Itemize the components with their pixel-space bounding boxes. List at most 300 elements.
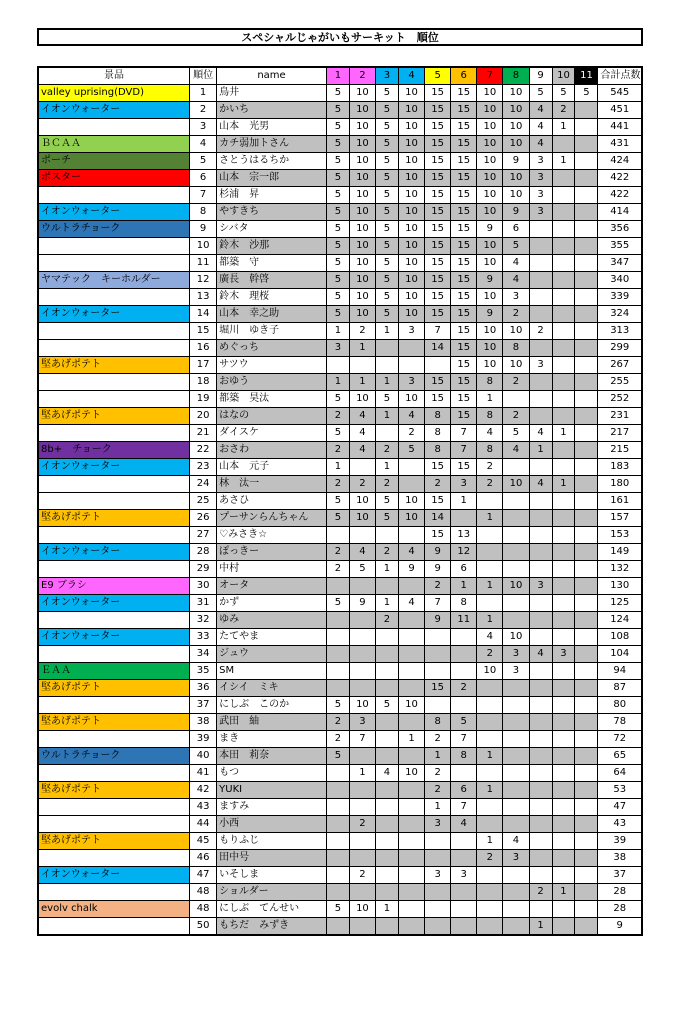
rank-cell: 32 bbox=[190, 612, 217, 629]
score-cell-round-5 bbox=[425, 918, 451, 936]
score-cell-round-9 bbox=[529, 731, 552, 748]
header-rank: 順位 bbox=[190, 67, 217, 85]
score-cell-round-3: 1 bbox=[375, 561, 398, 578]
score-cell-round-3: 5 bbox=[375, 153, 398, 170]
score-cell-round-6: 7 bbox=[451, 731, 477, 748]
score-cell-round-3: 5 bbox=[375, 289, 398, 306]
total-cell: 545 bbox=[598, 85, 642, 102]
score-cell-round-1: 5 bbox=[326, 153, 349, 170]
score-cell-round-10 bbox=[552, 544, 575, 561]
rank-cell: 46 bbox=[190, 850, 217, 867]
score-cell-round-8: 3 bbox=[503, 646, 529, 663]
ranking-table bbox=[37, 66, 643, 936]
rank-cell: 36 bbox=[190, 680, 217, 697]
score-cell-round-3 bbox=[375, 748, 398, 765]
rank-cell: 37 bbox=[190, 697, 217, 714]
name-cell: 本田 莉奈 bbox=[217, 748, 327, 765]
prize-cell: 堅あげポテト bbox=[38, 510, 190, 527]
prize-cell bbox=[38, 374, 190, 391]
score-cell-round-3: 1 bbox=[375, 374, 398, 391]
prize-cell bbox=[38, 884, 190, 901]
score-cell-round-10 bbox=[552, 442, 575, 459]
total-cell: 441 bbox=[598, 119, 642, 136]
score-cell-round-11 bbox=[575, 544, 598, 561]
score-cell-round-7 bbox=[477, 867, 503, 884]
score-cell-round-9 bbox=[529, 799, 552, 816]
total-cell: 431 bbox=[598, 136, 642, 153]
prize-cell bbox=[38, 731, 190, 748]
score-cell-round-9 bbox=[529, 272, 552, 289]
score-cell-round-3: 5 bbox=[375, 306, 398, 323]
score-cell-round-3: 5 bbox=[375, 493, 398, 510]
rank-cell: 20 bbox=[190, 408, 217, 425]
table-row bbox=[38, 170, 642, 187]
score-cell-round-9 bbox=[529, 459, 552, 476]
name-cell: はなの bbox=[217, 408, 327, 425]
score-cell-round-11 bbox=[575, 238, 598, 255]
header-round-8: 8 bbox=[503, 67, 529, 85]
score-cell-round-11 bbox=[575, 561, 598, 578]
prize-cell bbox=[38, 646, 190, 663]
score-cell-round-4: 10 bbox=[398, 238, 424, 255]
prize-cell: イオンウォーター bbox=[38, 204, 190, 221]
score-cell-round-3: 5 bbox=[375, 102, 398, 119]
score-cell-round-3: 5 bbox=[375, 136, 398, 153]
table-row bbox=[38, 153, 642, 170]
score-cell-round-3: 5 bbox=[375, 187, 398, 204]
header-prize: 景品 bbox=[38, 67, 190, 85]
score-cell-round-9 bbox=[529, 561, 552, 578]
score-cell-round-5: 2 bbox=[425, 782, 451, 799]
score-cell-round-10: 1 bbox=[552, 476, 575, 493]
score-cell-round-2: 10 bbox=[349, 153, 375, 170]
score-cell-round-6: 3 bbox=[451, 867, 477, 884]
score-cell-round-2 bbox=[349, 884, 375, 901]
header-round-3: 3 bbox=[375, 67, 398, 85]
score-cell-round-5: 15 bbox=[425, 680, 451, 697]
prize-cell: イオンウォーター bbox=[38, 595, 190, 612]
rank-cell: 12 bbox=[190, 272, 217, 289]
score-cell-round-6 bbox=[451, 833, 477, 850]
score-cell-round-10 bbox=[552, 255, 575, 272]
header-round-9: 9 bbox=[529, 67, 552, 85]
score-cell-round-9 bbox=[529, 595, 552, 612]
score-cell-round-2: 4 bbox=[349, 442, 375, 459]
table-row bbox=[38, 255, 642, 272]
score-cell-round-9 bbox=[529, 612, 552, 629]
name-cell: まき bbox=[217, 731, 327, 748]
score-cell-round-3: 5 bbox=[375, 238, 398, 255]
score-cell-round-8 bbox=[503, 680, 529, 697]
score-cell-round-10: 1 bbox=[552, 119, 575, 136]
rank-cell: 50 bbox=[190, 918, 217, 936]
score-cell-round-1: 5 bbox=[326, 272, 349, 289]
prize-cell: ポーチ bbox=[38, 153, 190, 170]
total-cell: 267 bbox=[598, 357, 642, 374]
score-cell-round-11 bbox=[575, 153, 598, 170]
score-cell-round-5: 15 bbox=[425, 119, 451, 136]
score-cell-round-6: 15 bbox=[451, 340, 477, 357]
score-cell-round-4 bbox=[398, 680, 424, 697]
total-cell: 65 bbox=[598, 748, 642, 765]
score-cell-round-1: 2 bbox=[326, 714, 349, 731]
score-cell-round-3: 2 bbox=[375, 612, 398, 629]
score-cell-round-9 bbox=[529, 306, 552, 323]
score-cell-round-9 bbox=[529, 544, 552, 561]
score-cell-round-10 bbox=[552, 663, 575, 680]
prize-cell bbox=[38, 918, 190, 936]
score-cell-round-7 bbox=[477, 527, 503, 544]
name-cell: 山本 元子 bbox=[217, 459, 327, 476]
table-row bbox=[38, 901, 642, 918]
score-cell-round-9 bbox=[529, 663, 552, 680]
rank-cell: 15 bbox=[190, 323, 217, 340]
rank-cell: 34 bbox=[190, 646, 217, 663]
score-cell-round-8 bbox=[503, 510, 529, 527]
score-cell-round-5 bbox=[425, 697, 451, 714]
score-cell-round-5: 9 bbox=[425, 612, 451, 629]
score-cell-round-5: 15 bbox=[425, 238, 451, 255]
score-cell-round-10 bbox=[552, 340, 575, 357]
name-cell: 田中号 bbox=[217, 850, 327, 867]
score-cell-round-9: 5 bbox=[529, 85, 552, 102]
total-cell: 355 bbox=[598, 238, 642, 255]
total-cell: 53 bbox=[598, 782, 642, 799]
score-cell-round-6 bbox=[451, 918, 477, 936]
table-row bbox=[38, 391, 642, 408]
rank-cell: 40 bbox=[190, 748, 217, 765]
score-cell-round-10 bbox=[552, 306, 575, 323]
score-cell-round-8: 10 bbox=[503, 357, 529, 374]
name-cell: かず bbox=[217, 595, 327, 612]
score-cell-round-3 bbox=[375, 646, 398, 663]
name-cell: ダイスケ bbox=[217, 425, 327, 442]
score-cell-round-6: 15 bbox=[451, 255, 477, 272]
score-cell-round-7: 4 bbox=[477, 425, 503, 442]
score-cell-round-8: 6 bbox=[503, 221, 529, 238]
total-cell: 313 bbox=[598, 323, 642, 340]
score-cell-round-3 bbox=[375, 425, 398, 442]
score-cell-round-4 bbox=[398, 748, 424, 765]
score-cell-round-3: 5 bbox=[375, 255, 398, 272]
score-cell-round-5: 15 bbox=[425, 204, 451, 221]
rank-cell: 13 bbox=[190, 289, 217, 306]
score-cell-round-6: 1 bbox=[451, 493, 477, 510]
score-cell-round-2: 2 bbox=[349, 476, 375, 493]
score-cell-round-7: 2 bbox=[477, 646, 503, 663]
header-name: name bbox=[217, 67, 327, 85]
score-cell-round-9 bbox=[529, 510, 552, 527]
name-cell: 鈴木 理桜 bbox=[217, 289, 327, 306]
score-cell-round-4: 10 bbox=[398, 510, 424, 527]
score-cell-round-10: 2 bbox=[552, 102, 575, 119]
score-cell-round-2 bbox=[349, 663, 375, 680]
score-cell-round-3 bbox=[375, 663, 398, 680]
score-cell-round-1: 5 bbox=[326, 391, 349, 408]
score-cell-round-8 bbox=[503, 782, 529, 799]
score-cell-round-9 bbox=[529, 629, 552, 646]
score-cell-round-10 bbox=[552, 833, 575, 850]
rank-cell: 45 bbox=[190, 833, 217, 850]
score-cell-round-11 bbox=[575, 663, 598, 680]
score-cell-round-4: 10 bbox=[398, 119, 424, 136]
name-cell: SM bbox=[217, 663, 327, 680]
table-row bbox=[38, 204, 642, 221]
score-cell-round-7: 10 bbox=[477, 238, 503, 255]
score-cell-round-10 bbox=[552, 374, 575, 391]
score-cell-round-5: 15 bbox=[425, 187, 451, 204]
rank-cell: 2 bbox=[190, 102, 217, 119]
rank-cell: 48 bbox=[190, 884, 217, 901]
score-cell-round-3: 5 bbox=[375, 204, 398, 221]
table-row bbox=[38, 374, 642, 391]
score-cell-round-10 bbox=[552, 459, 575, 476]
table-row bbox=[38, 578, 642, 595]
prize-cell bbox=[38, 340, 190, 357]
score-cell-round-1: 2 bbox=[326, 731, 349, 748]
prize-cell bbox=[38, 697, 190, 714]
score-cell-round-6: 15 bbox=[451, 272, 477, 289]
score-cell-round-2: 10 bbox=[349, 901, 375, 918]
score-cell-round-1 bbox=[326, 833, 349, 850]
score-cell-round-8: 4 bbox=[503, 833, 529, 850]
score-cell-round-11 bbox=[575, 102, 598, 119]
total-cell: 424 bbox=[598, 153, 642, 170]
score-cell-round-7 bbox=[477, 799, 503, 816]
score-cell-round-8 bbox=[503, 544, 529, 561]
score-cell-round-8 bbox=[503, 816, 529, 833]
score-cell-round-7: 8 bbox=[477, 408, 503, 425]
score-cell-round-9 bbox=[529, 714, 552, 731]
score-cell-round-4: 3 bbox=[398, 323, 424, 340]
score-cell-round-8: 10 bbox=[503, 323, 529, 340]
score-cell-round-5: 14 bbox=[425, 510, 451, 527]
score-cell-round-10 bbox=[552, 595, 575, 612]
prize-cell: イオンウォーター bbox=[38, 544, 190, 561]
score-cell-round-2 bbox=[349, 918, 375, 936]
rank-cell: 23 bbox=[190, 459, 217, 476]
score-cell-round-9 bbox=[529, 221, 552, 238]
name-cell: ジュウ bbox=[217, 646, 327, 663]
header-round-2: 2 bbox=[349, 67, 375, 85]
score-cell-round-3: 5 bbox=[375, 697, 398, 714]
prize-cell: イオンウォーター bbox=[38, 306, 190, 323]
score-cell-round-1: 2 bbox=[326, 408, 349, 425]
total-cell: 255 bbox=[598, 374, 642, 391]
score-cell-round-6: 15 bbox=[451, 391, 477, 408]
score-cell-round-10 bbox=[552, 493, 575, 510]
rank-cell: 1 bbox=[190, 85, 217, 102]
prize-cell: ヤマテック キーホルダー bbox=[38, 272, 190, 289]
name-cell: ショルダー bbox=[217, 884, 327, 901]
rank-cell: 6 bbox=[190, 170, 217, 187]
name-cell: もつ bbox=[217, 765, 327, 782]
score-cell-round-10 bbox=[552, 629, 575, 646]
score-cell-round-8: 2 bbox=[503, 374, 529, 391]
score-cell-round-5: 15 bbox=[425, 102, 451, 119]
score-cell-round-5: 9 bbox=[425, 544, 451, 561]
score-cell-round-2 bbox=[349, 527, 375, 544]
score-cell-round-3 bbox=[375, 578, 398, 595]
score-cell-round-2: 10 bbox=[349, 170, 375, 187]
score-cell-round-5: 15 bbox=[425, 272, 451, 289]
score-cell-round-2 bbox=[349, 578, 375, 595]
rank-cell: 19 bbox=[190, 391, 217, 408]
prize-cell: 堅あげポテト bbox=[38, 680, 190, 697]
score-cell-round-5 bbox=[425, 884, 451, 901]
score-cell-round-5: 15 bbox=[425, 374, 451, 391]
score-cell-round-4 bbox=[398, 646, 424, 663]
score-cell-round-2: 10 bbox=[349, 510, 375, 527]
name-cell: いそしま bbox=[217, 867, 327, 884]
score-cell-round-10 bbox=[552, 697, 575, 714]
score-cell-round-4: 3 bbox=[398, 374, 424, 391]
score-cell-round-2 bbox=[349, 833, 375, 850]
prize-cell bbox=[38, 425, 190, 442]
rank-cell: 30 bbox=[190, 578, 217, 595]
rank-cell: 22 bbox=[190, 442, 217, 459]
prize-cell: 堅あげポテト bbox=[38, 833, 190, 850]
score-cell-round-5: 15 bbox=[425, 493, 451, 510]
table-row bbox=[38, 476, 642, 493]
score-cell-round-8: 10 bbox=[503, 187, 529, 204]
table-row bbox=[38, 238, 642, 255]
score-cell-round-3 bbox=[375, 884, 398, 901]
score-cell-round-10 bbox=[552, 238, 575, 255]
rank-cell: 43 bbox=[190, 799, 217, 816]
score-cell-round-7: 10 bbox=[477, 85, 503, 102]
rank-cell: 48 bbox=[190, 901, 217, 918]
table-row bbox=[38, 850, 642, 867]
score-cell-round-6 bbox=[451, 884, 477, 901]
score-cell-round-10 bbox=[552, 816, 575, 833]
score-cell-round-2 bbox=[349, 680, 375, 697]
prize-cell bbox=[38, 850, 190, 867]
name-cell: 林 汰一 bbox=[217, 476, 327, 493]
score-cell-round-4: 10 bbox=[398, 170, 424, 187]
score-cell-round-6 bbox=[451, 663, 477, 680]
score-cell-round-3 bbox=[375, 833, 398, 850]
score-cell-round-2: 10 bbox=[349, 136, 375, 153]
score-cell-round-9: 4 bbox=[529, 136, 552, 153]
rank-cell: 41 bbox=[190, 765, 217, 782]
score-cell-round-4: 10 bbox=[398, 289, 424, 306]
total-cell: 356 bbox=[598, 221, 642, 238]
score-cell-round-1: 5 bbox=[326, 595, 349, 612]
score-cell-round-8 bbox=[503, 697, 529, 714]
table-row bbox=[38, 442, 642, 459]
total-cell: 37 bbox=[598, 867, 642, 884]
score-cell-round-7: 10 bbox=[477, 663, 503, 680]
score-cell-round-11: 5 bbox=[575, 85, 598, 102]
header-round-7: 7 bbox=[477, 67, 503, 85]
score-cell-round-3: 5 bbox=[375, 391, 398, 408]
total-cell: 80 bbox=[598, 697, 642, 714]
total-cell: 104 bbox=[598, 646, 642, 663]
rank-cell: 18 bbox=[190, 374, 217, 391]
score-cell-round-5: 7 bbox=[425, 595, 451, 612]
score-cell-round-8: 10 bbox=[503, 102, 529, 119]
name-cell: 中村 bbox=[217, 561, 327, 578]
score-cell-round-3: 1 bbox=[375, 595, 398, 612]
score-cell-round-7: 2 bbox=[477, 459, 503, 476]
score-cell-round-11 bbox=[575, 527, 598, 544]
score-cell-round-1 bbox=[326, 782, 349, 799]
score-cell-round-10: 3 bbox=[552, 646, 575, 663]
score-cell-round-1: 5 bbox=[326, 901, 349, 918]
total-cell: 87 bbox=[598, 680, 642, 697]
score-cell-round-6: 4 bbox=[451, 816, 477, 833]
score-cell-round-9 bbox=[529, 782, 552, 799]
header-round-11: 11 bbox=[575, 67, 598, 85]
total-cell: 161 bbox=[598, 493, 642, 510]
score-cell-round-6: 12 bbox=[451, 544, 477, 561]
score-cell-round-10 bbox=[552, 204, 575, 221]
total-cell: 43 bbox=[598, 816, 642, 833]
score-cell-round-7: 10 bbox=[477, 136, 503, 153]
total-cell: 124 bbox=[598, 612, 642, 629]
score-cell-round-7: 4 bbox=[477, 629, 503, 646]
score-cell-round-6: 15 bbox=[451, 170, 477, 187]
score-cell-round-8: 4 bbox=[503, 442, 529, 459]
score-cell-round-3 bbox=[375, 340, 398, 357]
total-cell: 422 bbox=[598, 187, 642, 204]
score-cell-round-11 bbox=[575, 816, 598, 833]
score-cell-round-4 bbox=[398, 459, 424, 476]
prize-cell bbox=[38, 255, 190, 272]
score-cell-round-8: 5 bbox=[503, 238, 529, 255]
score-cell-round-10 bbox=[552, 748, 575, 765]
score-cell-round-11 bbox=[575, 408, 598, 425]
name-cell: あさひ bbox=[217, 493, 327, 510]
score-cell-round-2: 10 bbox=[349, 187, 375, 204]
score-cell-round-9 bbox=[529, 340, 552, 357]
score-cell-round-10 bbox=[552, 510, 575, 527]
score-cell-round-6 bbox=[451, 510, 477, 527]
score-cell-round-1 bbox=[326, 629, 349, 646]
name-cell: 廣長 幹啓 bbox=[217, 272, 327, 289]
score-cell-round-7: 1 bbox=[477, 510, 503, 527]
table-row bbox=[38, 544, 642, 561]
name-cell: イシイ ミキ bbox=[217, 680, 327, 697]
score-cell-round-10 bbox=[552, 731, 575, 748]
score-cell-round-3: 5 bbox=[375, 170, 398, 187]
score-cell-round-6: 15 bbox=[451, 357, 477, 374]
score-cell-round-2: 10 bbox=[349, 272, 375, 289]
score-cell-round-3: 5 bbox=[375, 85, 398, 102]
score-cell-round-9 bbox=[529, 255, 552, 272]
score-cell-round-2 bbox=[349, 357, 375, 374]
score-cell-round-6: 15 bbox=[451, 289, 477, 306]
score-cell-round-2 bbox=[349, 782, 375, 799]
name-cell: YUKI bbox=[217, 782, 327, 799]
score-cell-round-2: 10 bbox=[349, 493, 375, 510]
total-cell: 125 bbox=[598, 595, 642, 612]
score-cell-round-7 bbox=[477, 918, 503, 936]
score-cell-round-9 bbox=[529, 901, 552, 918]
score-cell-round-8: 2 bbox=[503, 306, 529, 323]
score-cell-round-2: 10 bbox=[349, 119, 375, 136]
score-cell-round-2: 10 bbox=[349, 238, 375, 255]
score-cell-round-4: 10 bbox=[398, 85, 424, 102]
prize-cell: イオンウォーター bbox=[38, 102, 190, 119]
table-row bbox=[38, 782, 642, 799]
name-cell: もちだ みずき bbox=[217, 918, 327, 936]
name-cell: 山本 幸之助 bbox=[217, 306, 327, 323]
score-cell-round-7: 10 bbox=[477, 102, 503, 119]
score-cell-round-4: 10 bbox=[398, 221, 424, 238]
score-cell-round-7: 10 bbox=[477, 187, 503, 204]
